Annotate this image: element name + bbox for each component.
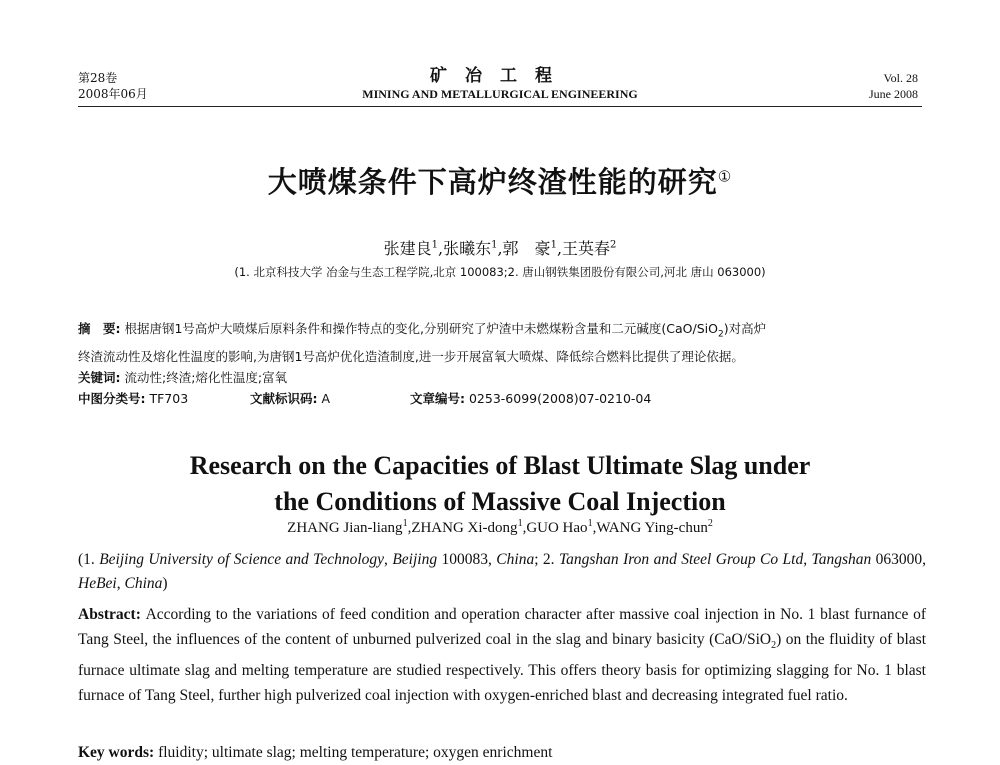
journal-name-cn: 矿冶工程	[430, 66, 570, 86]
affil-punct: ,	[116, 575, 125, 592]
affil-punct: (1.	[78, 551, 100, 568]
journal-name-en: MINING AND METALLURGICAL ENGINEERING	[362, 87, 638, 101]
affil-institution: Tangshan Iron and Steel Group Co Ltd	[558, 551, 804, 568]
author-en: ZHANG Jian-liang	[287, 520, 403, 536]
keywords-cn	[78, 367, 926, 388]
affil-punct: )	[162, 575, 168, 592]
classification-row	[78, 388, 926, 409]
affil-zip: 100083	[437, 551, 489, 568]
affil-institution: Beijing University of Science and Technology	[99, 551, 385, 568]
author-cn: 王英春	[562, 239, 611, 258]
title-cn	[0, 160, 1000, 201]
keywords-en-colon: :	[149, 744, 159, 761]
authors-cn: 张建良$^1$,张曦东$^1$,郭 豪$^1$,王英春$^2$	[383, 239, 617, 258]
volume-en: Vol. 28	[883, 71, 918, 85]
header-rule	[78, 106, 922, 107]
affil-province: HeBei	[78, 575, 117, 592]
article-number-label: 文章编号:	[410, 390, 465, 406]
author-aff: 1	[517, 518, 523, 529]
abstract-cn-text-end: )对高炉	[723, 321, 767, 336]
title-cn-text: 大喷煤条件下高炉终渣性能的研究	[267, 165, 718, 199]
author-en: WANG Ying-chun	[596, 520, 708, 536]
abstract-en	[78, 602, 926, 708]
abstract-cn-line2: 终渣流动性及熔化性温度的影响,为唐钢1号高炉优化造渣制度,进一步开展富氧大喷煤、降低综合燃料比提供了理论依据。	[78, 348, 744, 364]
author-aff: 1	[402, 518, 408, 529]
keywords-en	[78, 740, 926, 765]
author-cn: 张曦东	[443, 239, 492, 258]
affil-punct: ,	[488, 551, 497, 568]
affiliation-cn: (1. 北京科技大学 冶金与生态工程学院,北京 100083;2. 唐山钢铁集团股份有限公司,河北 唐山 063000)	[234, 265, 766, 279]
affil-punct: ,	[922, 551, 927, 568]
article-number-value: 0253-6099(2008)07-0210-04	[468, 390, 652, 406]
clc-value: TF703	[149, 390, 189, 406]
subscript: 2	[717, 329, 724, 340]
affil-city: Beijing	[392, 551, 438, 568]
affiliation-en	[78, 548, 926, 596]
affil-punct: ,	[803, 551, 812, 568]
author-aff: 2	[707, 518, 713, 529]
author-aff: 1	[491, 239, 498, 251]
author-en: GUO Hao	[526, 520, 588, 536]
abstract-en-label: Abstract	[78, 606, 136, 623]
subscript: 2	[771, 640, 777, 652]
affil-punct: ,	[384, 551, 393, 568]
title-footnote-mark: ①	[717, 167, 733, 186]
author-aff: 1	[587, 518, 593, 529]
keywords-cn-text: 流动性;终渣;熔化性温度;富氧	[124, 369, 288, 385]
title-en	[0, 448, 1000, 520]
affil-punct: ; 2.	[534, 551, 559, 568]
author-cn: 郭 豪	[502, 239, 551, 258]
clc-label: 中图分类号:	[78, 390, 146, 406]
abstract-en-colon: :	[135, 606, 146, 623]
abstract-cn-text: 根据唐钢1号高炉大喷煤后原料条件和操作特点的变化,分别研究了炉渣中未燃煤粉含量和二元碱度(CaO/SiO	[124, 321, 718, 336]
abstract-cn-label: 摘 要:	[78, 321, 121, 336]
affil-zip: 063000	[871, 551, 923, 568]
author-aff: 1	[550, 239, 557, 251]
affil-country: China	[124, 575, 163, 592]
header-center	[300, 66, 700, 102]
affil-city: Tangshan	[811, 551, 872, 568]
abstract-en-text: According to the variations of feed condition and operation character after massive coal injection in No. 1 blast furnance of Tang Steel, the influences of the content of unburned pulverized coal in the slag and binary basicity (CaO/SiO	[78, 606, 926, 648]
abstract-cn-line1	[78, 318, 926, 346]
author-aff: 1	[431, 239, 438, 251]
doc-code-value: A	[321, 390, 331, 406]
keywords-en-text: fluidity; ultimate slag; melting temperature; oxygen enrichment	[158, 744, 553, 761]
author-aff: 2	[610, 239, 617, 251]
doc-code-label: 文献标识码:	[250, 390, 318, 406]
title-en-line1: Research on the Capacities of Blast Ultimate Slag under	[189, 451, 811, 480]
affil-country: China	[496, 551, 535, 568]
date-cn: 2008年06月	[78, 87, 148, 101]
abstract-cn-block	[78, 318, 926, 409]
volume-cn: 第28卷	[78, 71, 118, 85]
abstract-en-text-end: ) on the fluidity of blast furnace ultimate slag and melting temperature are studied respectively. This offers theory basis for optimizing slagging for No. 1 blast furnace of Tang Steel, further high pulverized coal injection with oxygen-enriched blast and decreasing integrated fuel ratio.	[78, 631, 926, 705]
header-right	[869, 70, 918, 102]
title-en-line2: the Conditions of Massive Coal Injection	[274, 487, 726, 516]
authors-en: ZHANG Jian-liang$^1$,ZHANG Xi-dong$^1$,GUO Hao$^1$,WANG Ying-chun$^2$	[287, 518, 713, 536]
header-left	[78, 70, 148, 102]
author-cn: 张建良	[383, 239, 432, 258]
author-en: ZHANG Xi-dong	[411, 520, 518, 536]
keywords-cn-label: 关键词:	[78, 369, 121, 385]
date-en: June 2008	[869, 87, 918, 101]
keywords-en-label: Key words	[78, 744, 150, 761]
